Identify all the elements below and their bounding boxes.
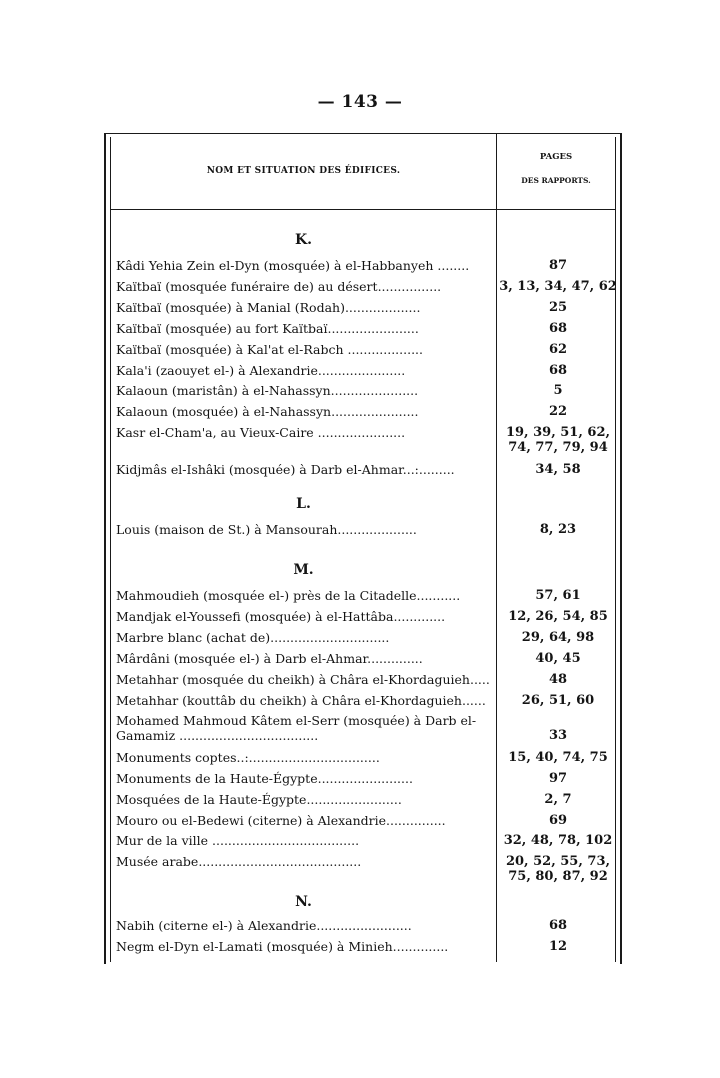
leader-dots: ........................ [316, 918, 412, 933]
entry-name [116, 651, 494, 666]
entry-title: Mahmoudieh (mosquée el-) près de la Citadelle [116, 588, 417, 603]
leader-dots: ............... [386, 812, 446, 828]
entry-pages [497, 300, 619, 315]
entry-title: Kalaoun (maristân) à el-Nahassyn [116, 383, 331, 399]
leader-dots: ...................... [317, 362, 406, 378]
entry-title: Monuments coptes [116, 749, 237, 765]
page-number: — 143 — [317, 92, 403, 112]
entry-pages [497, 258, 619, 273]
entry-name [116, 693, 494, 708]
page-refs-line: 68 [548, 320, 568, 336]
entry-name [116, 854, 494, 869]
entry-title: Negm el-Dyn el-Lamati (mosquée) à Minieh [116, 938, 393, 954]
section-letter: N. [295, 894, 312, 910]
page-refs-line: 40, 45 [535, 650, 581, 666]
page-refs-line: 19, 39, 51, 62, [505, 425, 611, 441]
entry-title: Metahhar (kouttâb du cheikh) à Châra el-Khordaguieh [116, 692, 462, 708]
entry-pages [497, 522, 619, 537]
page-refs-line: 22 [548, 404, 568, 420]
entry-pages [497, 792, 619, 807]
entry-title: Mandjak el-Youssefi (mosquée) à el-Hattâba [116, 608, 394, 624]
entry-name [116, 609, 494, 624]
leader-dots: .............. [392, 938, 449, 954]
entry-pages [497, 404, 619, 419]
leader-dots: .............. [367, 650, 423, 666]
entry-pages [497, 651, 619, 666]
leader-dots: ...:......... [402, 461, 455, 477]
page-refs-line: 87 [548, 258, 568, 273]
section-letter: L. [296, 496, 311, 512]
header-rule [111, 209, 615, 210]
entry-name [116, 588, 494, 603]
entry-title: Mârdâni (mosquée el-) à Darb el-Ahmar [116, 650, 368, 666]
entry-pages [497, 609, 619, 624]
entry-pages [497, 425, 619, 455]
entry-name [116, 833, 494, 848]
entry-name [116, 771, 494, 786]
leader-dots: ................... [343, 341, 423, 357]
entry-name [116, 258, 494, 273]
entry-title: Musée arabe [116, 854, 199, 870]
entry-name [116, 279, 494, 294]
pages-column-header-line2: DES RAPPORTS. [521, 176, 591, 185]
page-refs-line: 12, 26, 54, 85 [508, 608, 608, 624]
entry-title: Kaïtbaï (mosquée funéraire de) au désert [116, 278, 378, 294]
entry-name [116, 750, 494, 765]
entry-name [116, 425, 494, 440]
entry-pages [497, 672, 619, 687]
entry-title: Mur de la ville [116, 833, 209, 849]
page-refs-line: 57, 61 [535, 588, 581, 603]
entry-title: Kasr el-Cham'a, au Vieux-Caire [116, 425, 314, 441]
page-refs-line: 25 [548, 299, 568, 315]
entry-name [116, 630, 494, 645]
leader-dots: ................ [377, 278, 442, 294]
entry-name [116, 383, 494, 398]
leader-dots: ...................... [313, 425, 406, 441]
entry-pages [497, 630, 619, 645]
page-refs-line: 3, 13, 34, 47, 62 [499, 278, 617, 294]
entry-pages [497, 833, 619, 848]
entry-title: Kala'i (zaouyet el-) à Alexandrie [116, 362, 318, 378]
entry-pages [497, 750, 619, 765]
entry-name [116, 713, 498, 743]
leader-dots: ............. [393, 608, 446, 624]
leader-dots: ..... [469, 671, 490, 687]
leader-dots: ...................... [330, 383, 419, 399]
entry-name [116, 939, 494, 954]
entry-pages [497, 813, 619, 828]
entry-name [116, 462, 494, 477]
page-refs-line: 62 [548, 341, 568, 357]
entry-title: Mouro ou el-Bedewi (citerne) à Alexandrie [116, 812, 387, 828]
entry-pages [497, 693, 619, 708]
entry-name [116, 363, 494, 378]
leader-dots: ........... [416, 588, 461, 603]
leader-dots: ...... [461, 692, 486, 708]
leader-dots: ....................... [327, 320, 419, 336]
leader-dots: ................................... [175, 728, 319, 744]
entry-pages [497, 918, 619, 933]
leader-dots: ..:................................. [236, 749, 380, 765]
page-refs-line: 48 [548, 671, 568, 687]
entry-pages [497, 342, 619, 357]
entry-name [116, 918, 494, 933]
leader-dots: ......................................... [198, 854, 362, 870]
page-refs-line: 75, 80, 87, 92 [508, 869, 608, 885]
page-refs-line: 12 [548, 938, 568, 954]
leader-dots: ........................ [306, 791, 402, 807]
page-refs-line: 20, 52, 55, 73, [505, 854, 611, 870]
page-refs-line: 68 [548, 918, 568, 933]
entry-title: Kidjmâs el-Ishâki (mosquée) à Darb el-Ahmar [116, 461, 403, 477]
entry-name [116, 813, 494, 828]
page-refs-line: 69 [548, 812, 568, 828]
page-refs-line: 32, 48, 78, 102 [503, 833, 613, 849]
page-refs-line: 5 [553, 383, 563, 399]
entry-title: Kaïtbaï (mosquée) à Manial (Rodah) [116, 299, 345, 315]
entry-title: Mohamed Mahmoud Kâtem el-Serr (mosquée) à Darb el-Gamamiz [116, 713, 477, 744]
leader-dots: ................... [344, 299, 421, 315]
entry-title: Kalaoun (mosquée) à el-Nahassyn [116, 404, 332, 420]
entry-title: Nabih (citerne el-) à Alexandrie [116, 918, 317, 933]
entry-pages [497, 462, 619, 477]
entry-title: Kâdi Yehia Zein el-Dyn (mosquée) à el-Habbanyeh [116, 258, 434, 273]
entry-name [116, 300, 494, 315]
entry-title: Mosquées de la Haute-Égypte [116, 791, 307, 807]
name-column-header: NOM ET SITUATION DES ÉDIFICES. [206, 166, 401, 176]
page-refs-line: 68 [548, 362, 568, 378]
entry-name [116, 342, 494, 357]
section-letter: M. [293, 562, 314, 578]
pages-column-header-line1: PAGES [539, 152, 573, 162]
page-refs-line: 33 [548, 728, 568, 744]
leader-dots: ..................................... [208, 833, 360, 849]
page-refs-line: 2, 7 [544, 791, 572, 807]
entry-pages [497, 939, 619, 954]
entry-name [116, 672, 494, 687]
page-refs-line: 97 [548, 770, 568, 786]
entry-name [116, 404, 494, 419]
section-letter: K. [294, 232, 313, 248]
entry-title: Kaïtbaï (mosquée) au fort Kaïtbaï [116, 320, 328, 336]
entry-pages [497, 588, 619, 603]
leader-dots: ...................... [331, 404, 419, 420]
page-refs-line: 29, 64, 98 [521, 629, 595, 645]
entry-title: Kaïtbaï (mosquée) à Kal'at el-Rabch [116, 341, 344, 357]
page-refs-line: 15, 40, 74, 75 [508, 749, 608, 765]
leader-dots: .............................. [270, 629, 390, 645]
page-refs-line: 74, 77, 79, 94 [508, 440, 608, 456]
leader-dots: ........................ [317, 770, 413, 786]
entry-name [116, 792, 494, 807]
page-refs-line: 8, 23 [539, 522, 577, 537]
page-refs-line: 26, 51, 60 [521, 692, 595, 708]
entry-title: Monuments de la Haute-Égypte [116, 770, 318, 786]
entry-title: Louis (maison de St.) à Mansourah [116, 522, 338, 537]
leader-dots: .................... [337, 522, 417, 537]
page-refs-line: 34, 58 [535, 461, 581, 477]
entry-pages [497, 771, 619, 786]
entry-pages [497, 279, 619, 294]
entry-title: Metahhar (mosquée du cheikh) à Châra el-Khordaguieh [116, 671, 470, 687]
entry-pages [497, 854, 619, 884]
entry-pages [497, 363, 619, 378]
entry-pages [497, 383, 619, 398]
entry-pages [497, 728, 619, 743]
frame-inner-left-rule [110, 137, 111, 962]
entry-pages [497, 321, 619, 336]
entry-name [116, 522, 494, 537]
leader-dots: ........ [433, 258, 470, 273]
entry-name [116, 321, 494, 336]
entry-title: Marbre blanc (achat de) [116, 629, 271, 645]
